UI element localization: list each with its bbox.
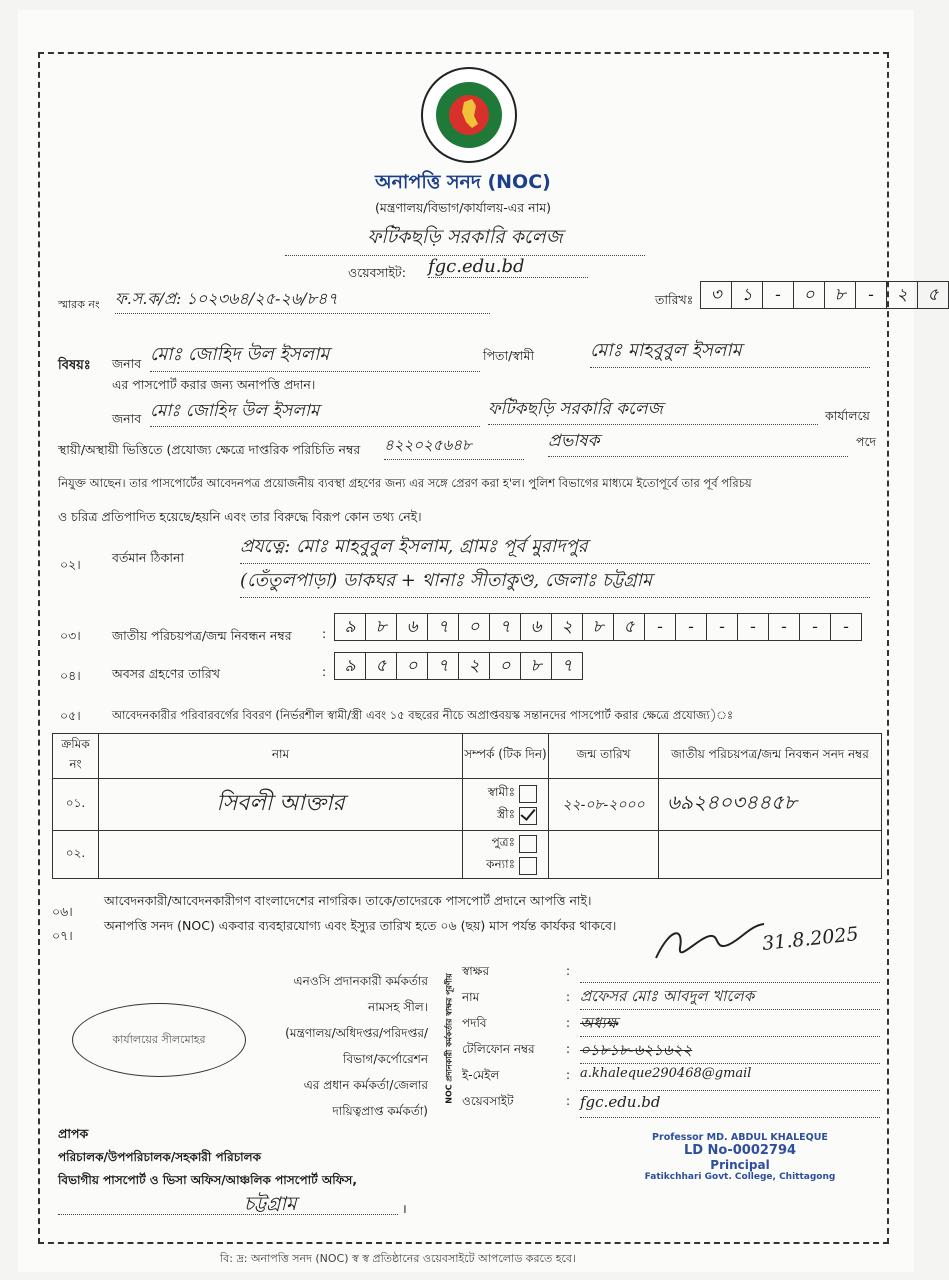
declaration-line6: আবেদনকারী/আবেদনকারীগণ বাংলাদেশের নাগরিক। তাকে/তাদেরকে পাসপোর্ট প্রদানে আপত্তি নাই। (104, 893, 592, 908)
officer-name: প্রফেসর মোঃ আবদুল খালেক (580, 985, 880, 1010)
address-label: বর্তমান ঠিকানা (112, 550, 185, 565)
issue-date-boxes (700, 281, 949, 309)
row-dob (549, 831, 659, 879)
digit-box: ২ (459, 653, 490, 679)
field-label-signature: স্বাক্ষর (462, 964, 490, 978)
applicant-name: মোঃ জোহিদ উল ইসলাম (150, 340, 480, 372)
relation-wife-label: স্ত্রীঃ (496, 806, 515, 821)
retirement-label: অবসর গ্রহণের তারিখ (112, 666, 220, 681)
field-label-email: ই-মেইল (462, 1068, 500, 1082)
digit-box: - (800, 614, 831, 640)
header-relation: সম্পর্ক (টিক দিন) (463, 734, 549, 779)
relation-son-label: পুত্রঃ (491, 834, 515, 849)
digit-box: ৫ (614, 614, 645, 640)
vertical-label: NOC প্রদানকারী কর্মকর্তার স্বাক্ষর পূরণীয় (444, 973, 454, 1104)
recipient-line1: পরিচালক/উপপরিচালক/সহকারী পরিচালক (58, 1150, 261, 1164)
nid-number-boxes (334, 613, 862, 641)
father-label: পিতা/স্বামী (483, 348, 535, 363)
table-row (53, 831, 882, 879)
basis-text: স্থায়ী/অস্থায়ী ভিত্তিতে (প্রযোজ্য ক্ষেত্রে দাপ্তরিক পরিচিতি নম্বর (58, 442, 361, 457)
field-label-phone: টেলিফোন নম্বর (462, 1042, 535, 1056)
address-line2: (তেঁতুলপাড়া) ডাকঘর + থানাঃ সীতাকুণ্ড, জেলাঃ চট্টগ্রাম (240, 566, 870, 598)
digit-box: ৭ (490, 614, 521, 640)
issuer-line: (মন্ত্রণালয়/অধিদপ্তর/পরিদপ্তর/ (285, 1026, 428, 1040)
officer-website: fgc.edu.bd (580, 1093, 880, 1118)
body-paragraph-line1: নিযুক্ত আছেন। তার পাসপোর্টের আবেদনপত্র প্রয়োজনীয় ব্যবস্থা গ্রহণের জন্য এর সঙ্গে প্রেরণ করা হ'ল। পুলিশ বিভাগের মাধ্যমে ইতোপূর্বে তার পূর্ব পরিচয় (58, 476, 752, 490)
digit-box: ২ (887, 282, 918, 308)
digit-box: ০ (397, 653, 428, 679)
digit-box: ৮ (825, 282, 856, 308)
son-checkbox[interactable] (519, 835, 537, 853)
subject-label: বিষয়ঃ (58, 358, 91, 373)
row-dob: ২২-০৮-২০০০ (549, 779, 659, 831)
stamp-title: Principal (710, 1158, 770, 1172)
subject-line2: এর পাসপোর্ট করার জন্য অনাপত্তি প্রদান। (112, 377, 316, 392)
field-label-designation: পদবি (462, 1016, 487, 1030)
digit-box: ৭ (428, 653, 459, 679)
digit-box: ৭ (428, 614, 459, 640)
husband-checkbox[interactable] (519, 785, 537, 803)
row-nid (659, 831, 882, 879)
recipient-label: প্রাপক (58, 1126, 89, 1141)
digit-box: - (843, 617, 849, 637)
field-colons: : : : : : : (566, 964, 571, 1108)
address-line1: প্রযত্নে: মোঃ মাহবুবুল ইসলাম, গ্রামঃ পূর্ব মুরাদপুর (240, 532, 870, 564)
header-serial: ক্রমিক নং (53, 734, 99, 779)
relation-husband-label: স্বামীঃ (487, 784, 515, 799)
digit-box: - (707, 614, 738, 640)
nid-label: জাতীয় পরিচয়পত্র/জন্ম নিবন্ধন নম্বর (112, 628, 292, 643)
officer-phone: ০১৮১৮-৬২১৬২২ (580, 1039, 880, 1064)
office-name: ফটিকছড়ি সরকারি কলেজ (285, 223, 645, 256)
issuer-description (250, 968, 428, 1124)
family-table (52, 733, 882, 879)
father-name: মোঃ মাহবুবুল ইসলাম (590, 336, 870, 368)
recipient-city: চট্টগ্রাম (244, 1193, 297, 1215)
retirement-date-boxes (334, 652, 583, 680)
digit-box: ৩ (701, 282, 732, 308)
issuer-line: এনওসি প্রদানকারী কর্মকর্তার (293, 974, 428, 988)
signature-line (580, 958, 880, 983)
digit-box: - (676, 614, 707, 640)
item-number-05: ০৫। (60, 708, 81, 723)
signature-field-labels (462, 958, 535, 1114)
officer-email: a.khaleque290468@gmail (580, 1066, 880, 1091)
digit-box: - (856, 282, 887, 308)
date-label: তারিখঃ (655, 292, 694, 307)
recipient-line2: বিভাগীয় পাসপোর্ট ও ভিসা অফিস/আঞ্চলিক পাসপোর্ট অফিস, (58, 1173, 357, 1187)
item-number-03: ০৩। (60, 628, 81, 643)
item-number-06: ০৬। (52, 904, 73, 919)
header-nid: জাতীয় পরিচয়পত্র/জন্ম নিবন্ধন সনদ নম্বর (659, 734, 882, 779)
digit-box: ২ (552, 614, 583, 640)
relation-daughter-label: কন্যাঃ (486, 856, 515, 871)
document-title: অনাপত্তি সনদ (NOC) (375, 171, 551, 193)
family-description: আবেদনকারীর পরিবারবর্গের বিবরণ (নির্ভরশীল স্বামী/স্ত্রী এবং ১৫ বছরের নীচে অপ্রাপ্তবয়স্ক সন্তানদের পাসপোর্ট করার ক্ষেত্রে প্রযোজ্য)ঃ (112, 708, 734, 722)
digit-box: ৮ (366, 614, 397, 640)
document-subtitle: (মন্ত্রণালয়/বিভাগ/কার্যালয়-এর নাম) (374, 200, 552, 215)
officer-designation: অধ্যক্ষ (580, 1012, 880, 1037)
digit-box: - (763, 282, 794, 308)
item-number-07: ০৭। (52, 928, 73, 943)
retirement-colon: : (322, 664, 327, 679)
janab-label: জনাব (112, 356, 142, 371)
recipient-end-mark: । (402, 1201, 407, 1216)
digit-box: ০ (459, 614, 490, 640)
row-relation (463, 831, 549, 879)
body-paragraph-line2: ও চরিত্র প্রতিপাদিত হয়েছে/হয়নি এবং তার বিরুদ্ধে বিরূপ কোন তথ্য নেই। (58, 509, 422, 524)
digit-box: ৮ (521, 653, 552, 679)
designation-value: প্রভাষক (548, 428, 848, 457)
digit-box: ০ (794, 282, 825, 308)
official-id: ৪২২০২৫৬৪৮ (384, 434, 524, 460)
stamp-ld-number: LD No-0002794 (683, 1143, 797, 1158)
row-name: সিবলী আক্তার (99, 779, 463, 831)
header-dob: জন্ম তারিখ (549, 734, 659, 779)
stamp-name: Professor MD. ABDUL KHALEQUE (652, 1132, 828, 1143)
item-number-04: ০৪। (60, 668, 81, 683)
memo-label: স্মারক নং (58, 298, 100, 311)
row-serial: ০১. (53, 779, 99, 831)
digit-box: ৮ (583, 614, 614, 640)
row-nid: ৬৯২৪০৩৪৪৫৮ (659, 779, 882, 831)
nid-colon: : (322, 626, 327, 641)
wife-checkbox-checked[interactable] (519, 807, 537, 825)
digit-box: - (738, 614, 769, 640)
website-value: fgc.edu.bd (428, 256, 588, 278)
signature-field-values (580, 958, 880, 1120)
field-label-website: ওয়েবসাইট (462, 1094, 514, 1108)
memo-number: ফ.স.ক/প্র: ১০২৩৬৪/২৫-২৬/৮৪৭ (115, 286, 490, 314)
header-name: নাম (99, 734, 463, 779)
office-suffix: কার্যালয়ে (825, 408, 870, 423)
applicant-name-2: মোঃ জোহিদ উল ইসলাম (150, 398, 480, 427)
digit-box: ০ (490, 653, 521, 679)
row-relation (463, 779, 549, 831)
row-name (99, 831, 463, 879)
item-number-02: ০২। (60, 557, 81, 572)
janab-label-2: জনাব (112, 411, 142, 426)
table-row (53, 779, 882, 831)
digit-box: ৭ (561, 656, 573, 676)
daughter-checkbox[interactable] (519, 857, 537, 875)
digit-box: - (769, 614, 800, 640)
issuer-line: নামসহ সীল। (368, 1000, 428, 1014)
digit-box: ৫ (927, 285, 939, 305)
website-label: ওয়েবসাইট: (348, 265, 406, 280)
signature-date: 31.8.2025 (761, 923, 860, 955)
post-suffix: পদে (856, 434, 877, 449)
recipient-city-line (58, 1190, 398, 1215)
stamp-college: Fatikchhari Govt. College, Chittagong (644, 1172, 836, 1182)
footer-note: বি: দ্র: অনাপত্তি সনদ (NOC) স্ব স্ব প্রতিষ্ঠানের ওয়েবসাইটে আপলোড করতে হবে। (220, 1252, 576, 1265)
digit-box: - (645, 614, 676, 640)
office-seal-placeholder: কার্যালয়ের সীলমোহর (72, 1003, 246, 1077)
issuer-line: দায়িত্বপ্রাপ্ত কর্মকর্তা) (332, 1104, 428, 1118)
office-name-2: ফটিকছড়ি সরকারি কলেজ (488, 396, 818, 425)
principal-stamp (640, 1132, 840, 1182)
digit-box: ১ (732, 282, 763, 308)
digit-box: ৬ (397, 614, 428, 640)
digit-box: ৯ (335, 614, 366, 640)
issuer-line: এর প্রধান কর্মকর্তা/জেলার (303, 1078, 428, 1092)
government-seal-icon (420, 66, 518, 164)
digit-box: ৬ (521, 614, 552, 640)
digit-box: ৯ (335, 653, 366, 679)
row-serial: ০২. (53, 831, 99, 879)
issuer-line: বিভাগ/কর্পোরেশন (343, 1052, 428, 1066)
family-table-header (53, 734, 882, 779)
field-label-name: নাম (462, 990, 480, 1004)
digit-box: ৫ (366, 653, 397, 679)
declaration-line7: অনাপত্তি সনদ (NOC) একবার ব্যবহারযোগ্য এবং ইস্যুর তারিখ হতে ০৬ (ছয়) মাস পর্যন্ত কার্যকর থাকবে। (104, 918, 617, 933)
